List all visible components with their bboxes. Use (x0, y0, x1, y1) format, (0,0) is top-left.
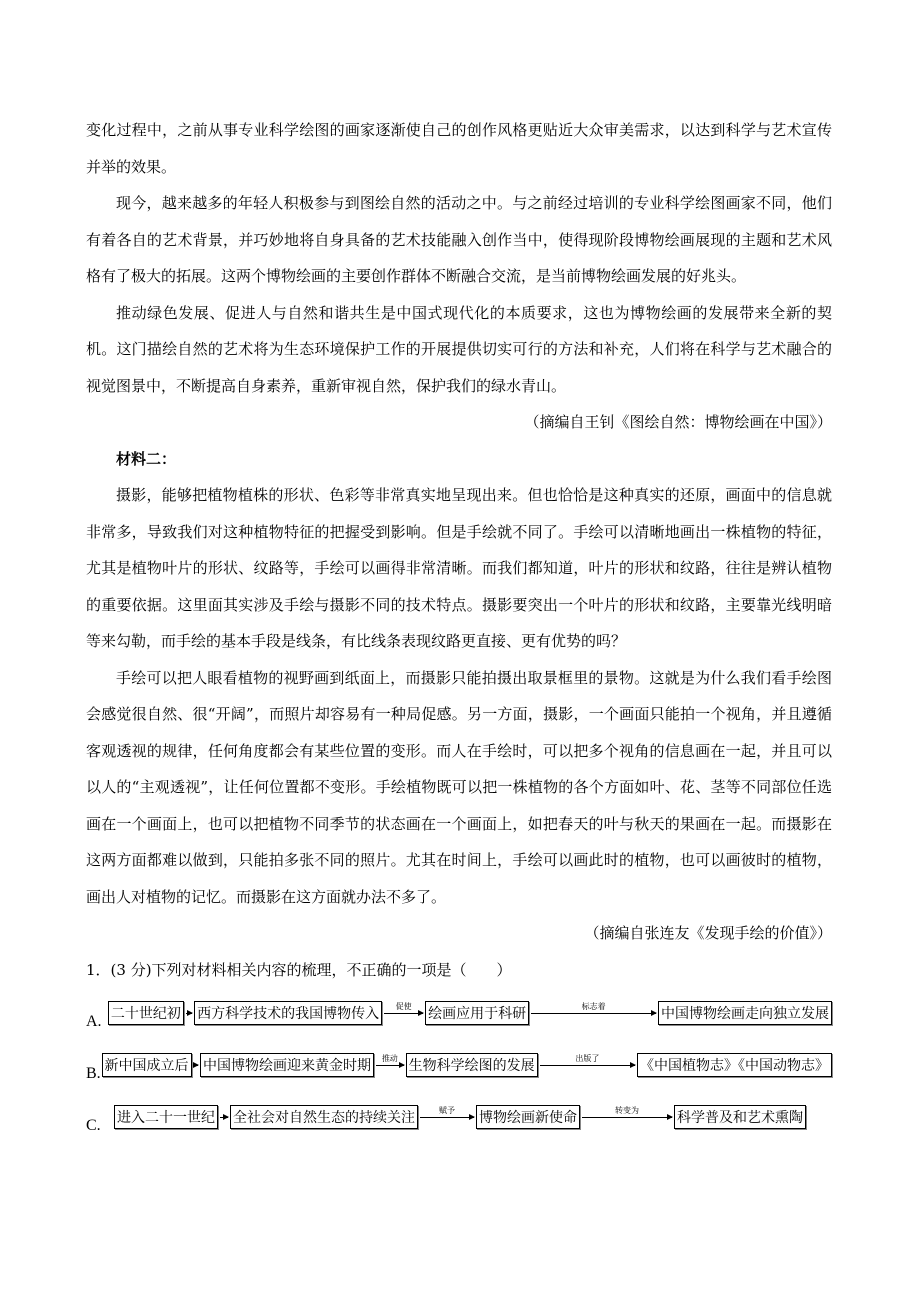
arrow-icon (376, 1053, 404, 1066)
option-c[interactable] (86, 1092, 832, 1142)
paragraph: 推动绿色发展、促进人与自然和谐共生是中国式现代化的本质要求，这也为博物绘画的发展带来全新的契机。这门描绘自然的艺术将为生态环境保护工作的开展提供切实可行的方法和补充，人们将在科学与艺术融合的视觉图景中，不断提高自身素养，重新审视自然，保护我们的绿水青山。 (86, 303, 832, 395)
option-letter: C. (86, 1117, 101, 1134)
paragraph: 现今，越来越多的年轻人积极参与到图绘自然的活动之中。与之前经过培训的专业科学绘图画家不同，他们有着各自的艺术背景，并巧妙地将自身具备的艺术技能融入创作当中，使得现阶段博物绘画展现的主题和艺术风格有了极大的拓展。这两个博物绘画的主要创作群体不断融合交流，是当前博物绘画发展的好兆头。 (86, 194, 832, 285)
flow-box: 生物科学绘图的发展 (406, 1053, 538, 1077)
option-a[interactable] (86, 988, 832, 1038)
flow-box: 二十世纪初 (108, 1001, 184, 1025)
arrow-icon (582, 1105, 672, 1118)
options (86, 988, 832, 1142)
source-citation: （摘编自张连友《发现手绘的价值》） (584, 924, 832, 942)
arrow-icon (420, 1105, 474, 1118)
arrow-icon (194, 1065, 198, 1066)
flow-box: 博物绘画新使命 (476, 1105, 580, 1129)
arrow-label: 赋予 (439, 1105, 455, 1115)
flow-box: 新中国成立后 (102, 1053, 192, 1077)
flow-box: 进入二十一世纪 (114, 1105, 218, 1129)
paragraph: 摄影，能够把植物植株的形状、色彩等非常真实地呈现出来。但也恰恰是这种真实的还原，画面中的信息就非常多，导致我们对这种植物特征的把握受到影响。但是手绘就不同了。手绘可以清晰地画出一株植物的特征，尤其是植物叶片的形状、纹路等，手绘可以画得非常清晰。而我们都知道，叶片的形状和纹路，往往是辨认植物的重要依据。这里面其实涉及手绘与摄影不同的技术特点。摄影要突出一个叶片的形状和纹路，主要靠光线明暗等来勾勒，而手绘的基本手段是线条，有比线条表现纹路更直接、更有优势的吗？ (86, 486, 832, 650)
arrow-label: 转变为 (615, 1105, 639, 1115)
arrow-icon (540, 1053, 635, 1066)
paragraph: 变化过程中，之前从事专业科学绘图的画家逐渐使自己的创作风格更贴近大众审美需求，以达到科学与艺术宣传并举的效果。 (86, 121, 832, 176)
paragraph: 手绘可以把人眼看植物的视野画到纸面上，而摄影只能拍摄出取景框里的景物。这就是为什么我们看手绘图会感觉很自然、很“开阔”，而照片却容易有一种局促感。另一方面，摄影，一个画面只能拍一个视角，并且遵循客观透视的规律，任何角度都会有某些位置的变形。而人在手绘时，可以把多个视角的信息画在一起，并且可以以人的“主观透视”，让任何位置都不变形。手绘植物既可以把一株植物的各个方面如叶、花、茎等不同部位任选画在一个画面上，也可以把植物不同季节的状态画在一个画面上，如把春天的叶与秋天的果画在一起。而摄影在这两方面都难以做到，只能拍多张不同的照片。尤其在时间上，手绘可以画此时的植物，也可以画彼时的植物，画出人对植物的记忆。而摄影在这方面就办法不多了。 (86, 668, 832, 906)
arrow-icon (186, 1013, 192, 1014)
document-body (86, 112, 832, 1142)
arrow-label: 促使 (395, 1001, 412, 1011)
source-citation: （摘编自王钊《图绘自然：博物绘画在中国》） (524, 413, 832, 431)
flow-box: 西方科学技术的我国博物传入 (194, 1001, 382, 1025)
question-stem: 1．(3 分)下列对材料相关内容的梳理，不正确的一项是（ ） (86, 960, 512, 979)
flow-box: 中国博物绘画迎来黄金时期 (200, 1053, 374, 1077)
arrow-icon (384, 1001, 423, 1014)
flow-box: 全社会对自然生态的持续关注 (230, 1105, 418, 1129)
flow-box: 绘画应用于科研 (425, 1001, 529, 1025)
flow-box: 中国博物绘画走向独立发展 (658, 1001, 832, 1025)
option-b[interactable] (86, 1040, 832, 1090)
section-heading: 材料二： (116, 449, 177, 468)
arrow-icon (531, 1001, 656, 1014)
arrow-label: 推动 (381, 1053, 398, 1063)
arrow-label: 标志着 (581, 1001, 606, 1011)
flow-box: 《中国植物志》《中国动物志》 (637, 1053, 832, 1077)
option-letter: B. (86, 1065, 101, 1082)
arrow-label: 出版了 (575, 1053, 600, 1063)
option-letter: A. (86, 1013, 102, 1030)
flow-box: 科学普及和艺术熏陶 (674, 1105, 806, 1129)
arrow-icon (220, 1117, 228, 1118)
